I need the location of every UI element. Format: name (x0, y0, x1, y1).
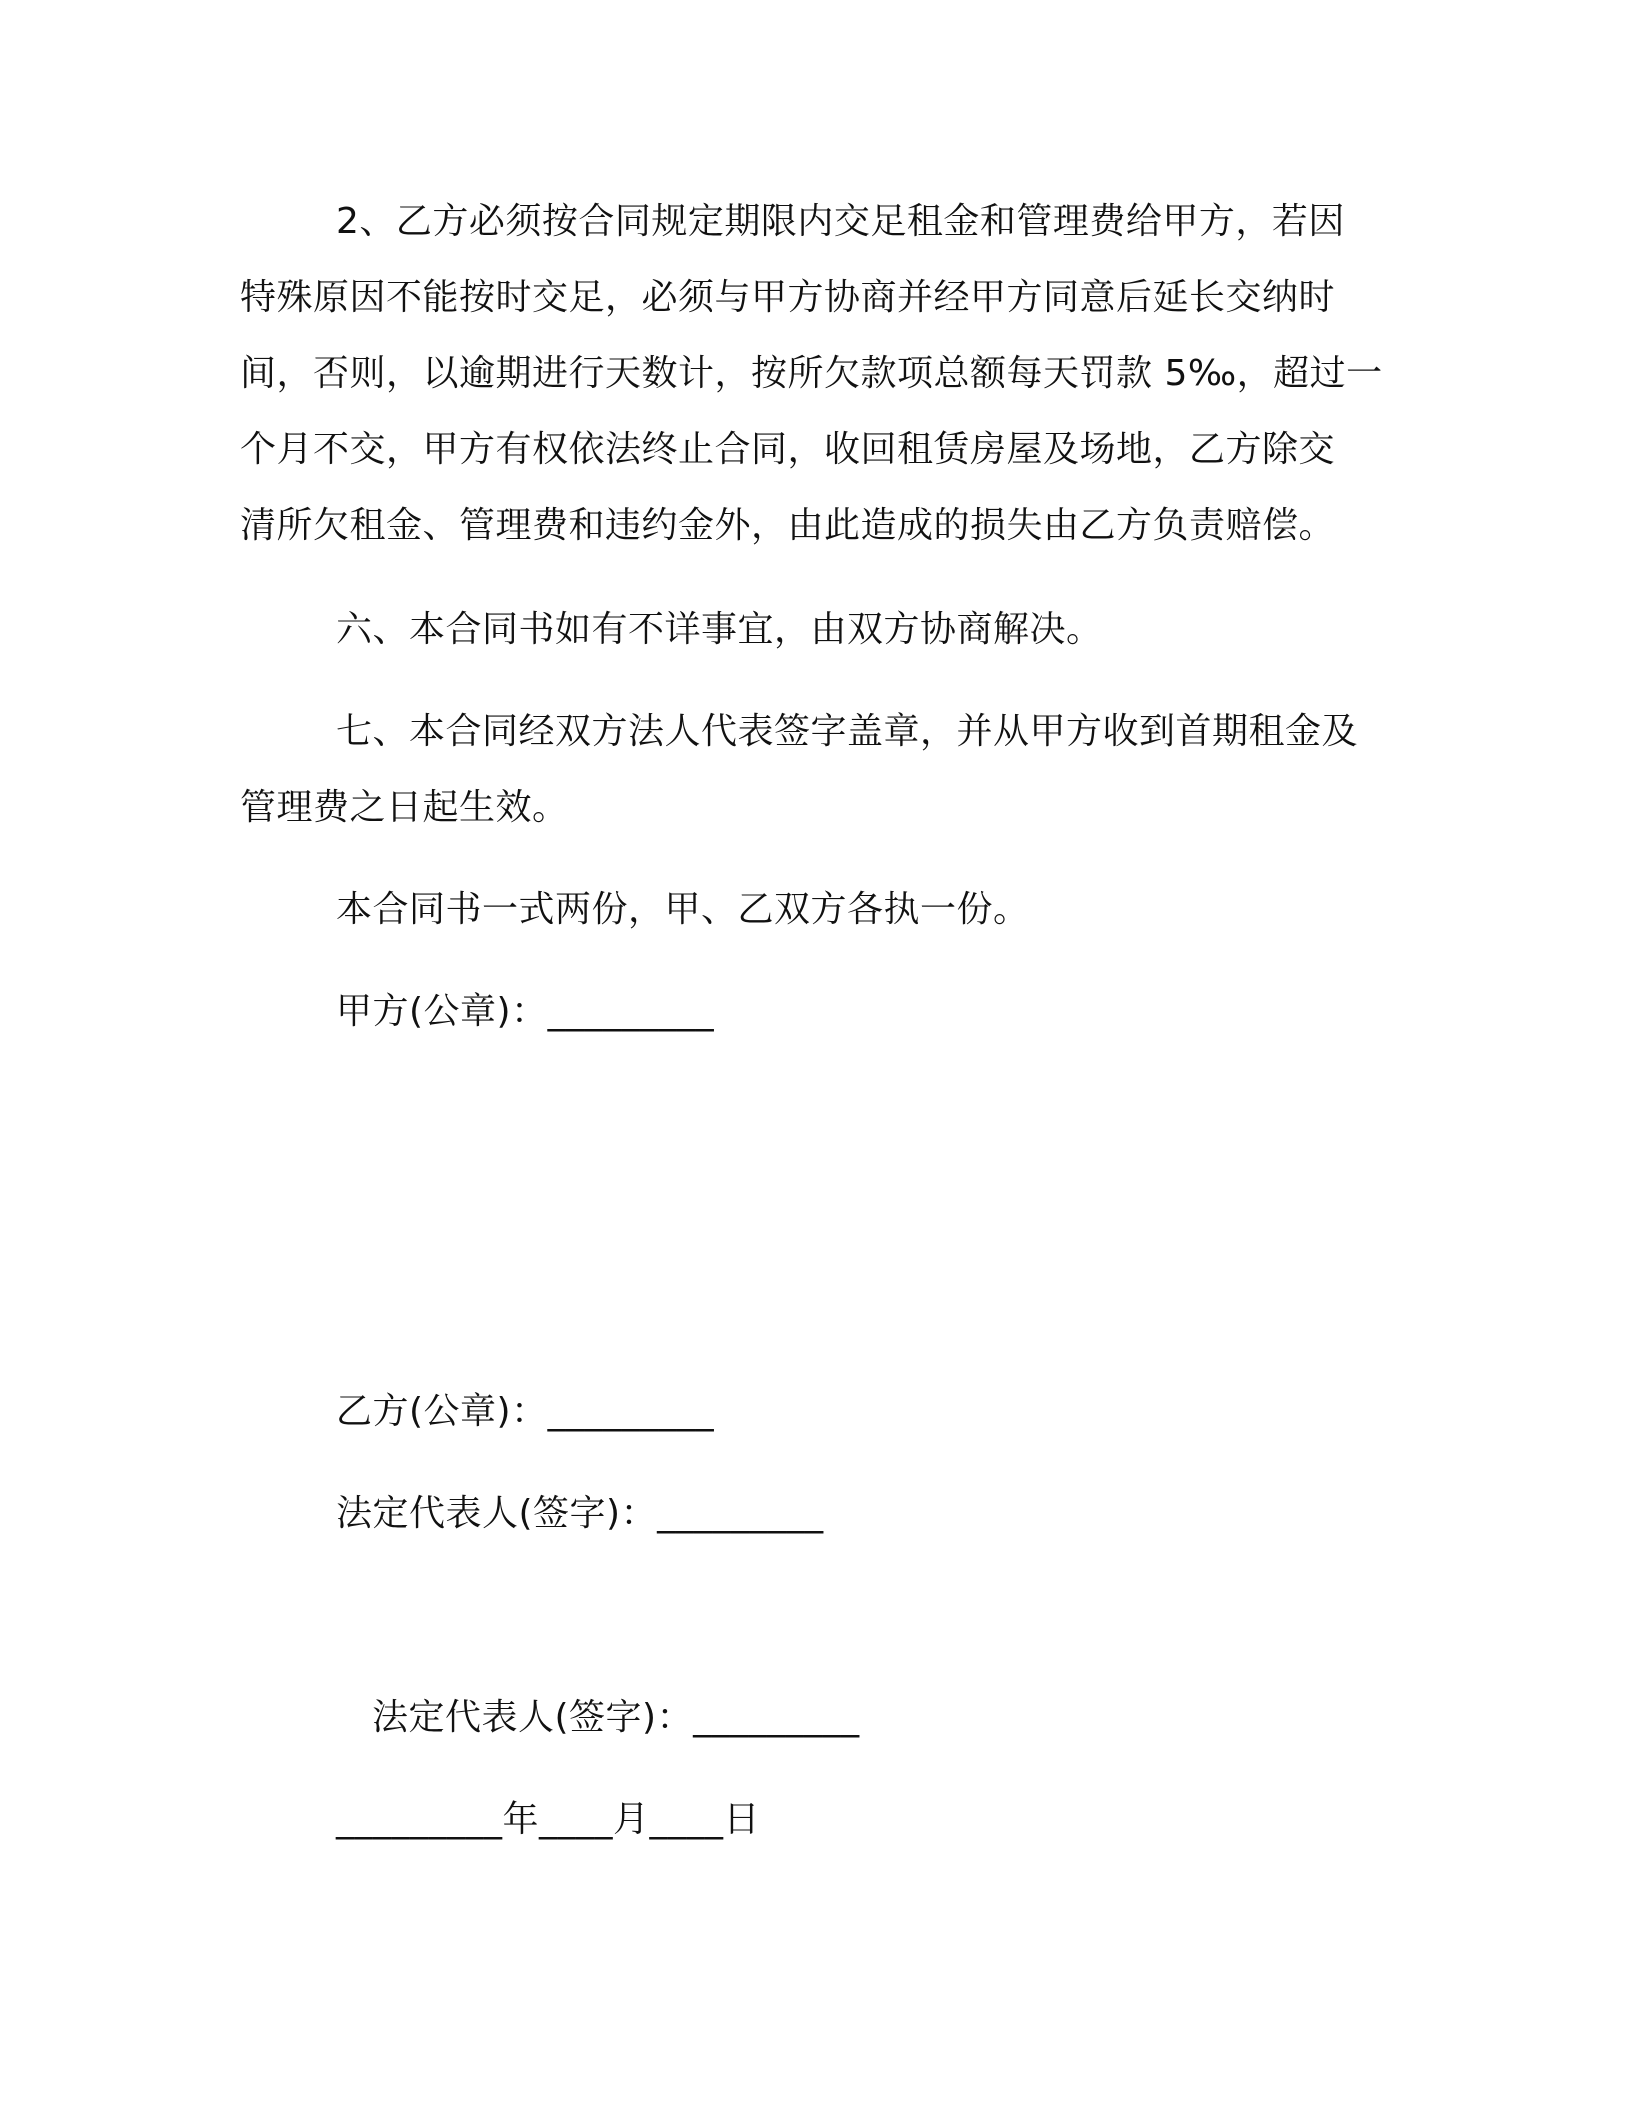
clause-7-line-1: 七、本合同经双方法人代表签字盖章，并从甲方收到首期租金及 (336, 711, 1359, 752)
clause-2-line-5: 清所欠租金、管理费和违约金外，由此造成的损失由乙方负责赔偿。 (240, 505, 1336, 546)
copies-statement: 本合同书一式两份，甲、乙双方各执一份。 (336, 889, 1030, 930)
party-a-seal: 甲方(公章)：_________ (336, 991, 715, 1032)
clause-6: 六、本合同书如有不详事宜，由双方协商解决。 (336, 609, 1103, 650)
clause-2-line-3: 间，否则，以逾期进行天数计，按所欠款项总额每天罚款 5‰，超过一 (240, 353, 1383, 394)
clause-2-line-2: 特殊原因不能按时交足，必须与甲方协商并经甲方同意后延长交纳时 (240, 277, 1336, 318)
legal-rep-signature-2: 法定代表人(签字)：_________ (372, 1697, 860, 1738)
clause-2-line-4: 个月不交，甲方有权依法终止合同，收回租赁房屋及场地，乙方除交 (240, 429, 1336, 470)
party-b-seal: 乙方(公章)：_________ (336, 1391, 715, 1432)
signing-date: _________年____月____日 (336, 1799, 760, 1840)
clause-7-line-2: 管理费之日起生效。 (240, 787, 569, 828)
clause-2-line-1: 2、乙方必须按合同规定期限内交足租金和管理费给甲方，若因 (336, 201, 1345, 242)
legal-rep-signature-1: 法定代表人(签字)：_________ (336, 1493, 824, 1534)
